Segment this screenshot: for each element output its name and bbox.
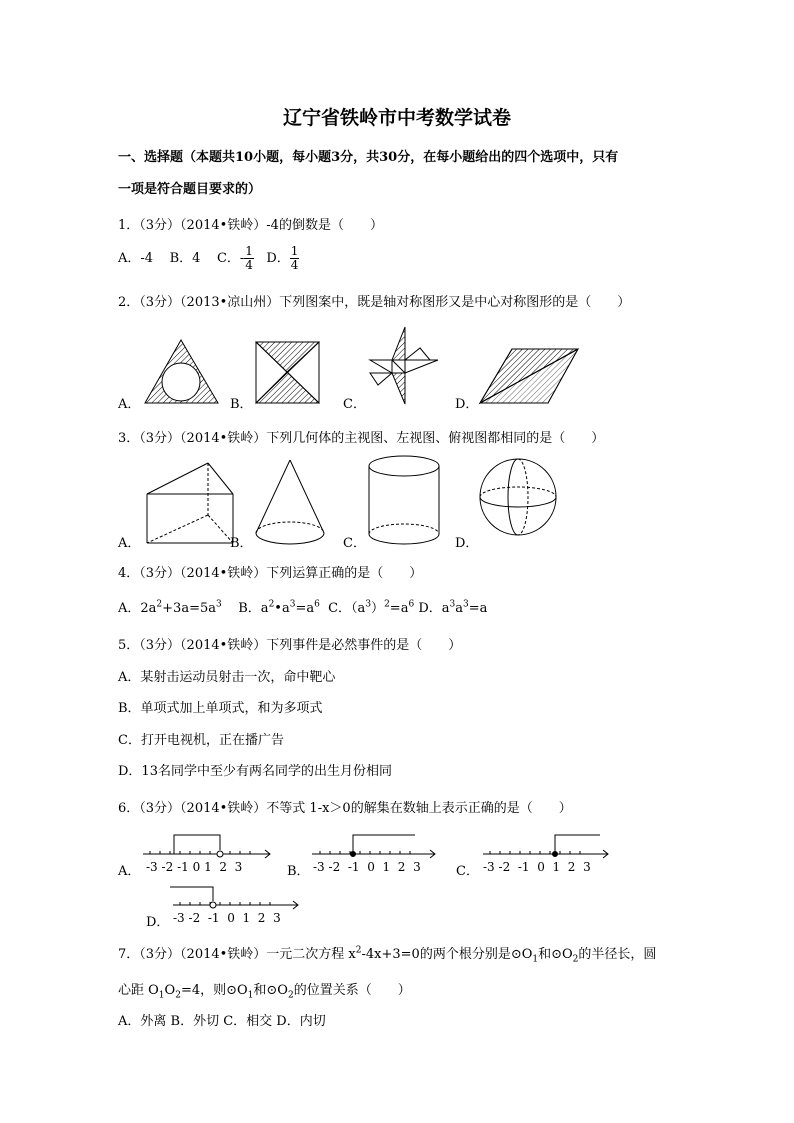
q6-numberline-a (143, 835, 270, 858)
q4-option-a: A．$2a^2+3a=5a^3$ (118, 599, 222, 616)
q6-label-b: B． (287, 864, 310, 879)
q6-label-c: C． (456, 864, 479, 879)
q3-label-b: B． (230, 536, 253, 551)
q3-label-a: A． (118, 536, 141, 551)
q6-label-d: D． (146, 915, 170, 930)
q5-option-c: C．打开电视机，正在播广告 (118, 733, 284, 748)
q6-numberline-b (312, 835, 435, 858)
q2-label-c: C． (343, 397, 366, 412)
q1-option-a: A．-4 (118, 251, 154, 266)
q6-numberline-c (483, 835, 608, 858)
q6-ticks-c: -3 -2 -1 0 1 2 3 (483, 860, 591, 874)
q6-ticks-d: -3 -2 -1 0 1 2 3 (173, 911, 281, 925)
q4-option-b: B．$a^2•a^3=a^6$ (238, 599, 320, 616)
q3-label-d: D． (455, 536, 479, 551)
q5-option-b: B．单项式加上单项式，和为多项式 (118, 701, 323, 716)
q2-figure-d-parallelogram (480, 349, 578, 403)
q7-stem-line1: 7．（3分）（2014•铁岭）一元二次方程 $x^2-4x+3=0$的两个根分别是$⊙O_1$和$⊙O_2$的半径长，圆 (118, 945, 657, 965)
q2-label-b: B． (230, 397, 253, 412)
q2-figure-b-square (256, 342, 319, 403)
q2-figure-a-triangle-circle (145, 340, 218, 403)
q1-option-c: C．- $\frac{1}{4}$ (216, 244, 253, 272)
q2-label-d: D． (455, 397, 479, 412)
q3-figure-b-cone (256, 460, 324, 544)
q4-option-d: D．$a^3a^3=a$ (418, 599, 488, 616)
q4-options (118, 597, 487, 616)
q6-stem: 6．（3分）（2014•铁岭）不等式 1-x＞0的解集在数轴上表示正确的是（ ） (118, 801, 572, 816)
q4-stem: 4．（3分）（2014•铁岭）下列运算正确的是（ ） (118, 566, 423, 581)
q2-label-a: A． (118, 397, 141, 412)
page-title: 辽宁省铁岭市中考数学试卷 (282, 107, 511, 129)
q1-option-b: B．4 (169, 251, 201, 266)
q5-option-d: D．13名同学中至少有两名同学的出生月份相同 (118, 764, 392, 779)
fraction: $\frac{1}{4}$ (245, 244, 253, 272)
q3-label-c: C． (343, 536, 366, 551)
q3-figure-a-prism (147, 463, 233, 543)
q6-label-a: A． (118, 864, 141, 879)
q1-stem: 1．（3分）（2014•铁岭）-4的倒数是（ ） (118, 218, 383, 233)
q6-ticks-b: -3 -2 -1 0 1 2 3 (313, 860, 421, 874)
q5-option-a: A．某射击运动员射击一次，命中靶心 (118, 670, 336, 685)
q2-stem: 2．（3分）（2013•凉山州）下列图案中，既是轴对称图形又是中心对称图形的是（ ） (118, 295, 631, 310)
q7-stem-line2: 心距 $O_1O_2=4$，则$⊙O_1$和$⊙O_2$的位置关系（ ） (118, 983, 411, 1001)
q7-options: A．外离 B．外切 C．相交 D．内切 (118, 1014, 326, 1029)
q6-ticks-a: -3 -2 -1 0 1 2 3 (146, 860, 243, 874)
q6-numberline-d (170, 887, 298, 909)
q3-stem: 3．（3分）（2014•铁岭）下列几何体的主视图、左视图、俯视图都相同的是（ ） (118, 431, 605, 446)
q2-figure-c-pinwheel (370, 327, 438, 404)
section-heading-cont: 一项是符合题目要求的） (118, 182, 262, 197)
q4-option-c: C．$(a^3)^2=a^6$ (328, 599, 415, 616)
q5-stem: 5．（3分）（2014•铁岭）下列事件是必然事件的是（ ） (118, 638, 462, 653)
section-heading: 一、选择题（本题共10小题，每小题3分，共30分，在每小题给出的四个选项中，只有 (118, 150, 619, 165)
fraction: $\frac{1}{4}$ (290, 244, 299, 272)
q1-option-d: D． $\frac{1}{4}$ (266, 244, 299, 272)
q3-figure-c-cylinder (369, 456, 439, 544)
q3-figure-d-sphere (480, 459, 556, 535)
